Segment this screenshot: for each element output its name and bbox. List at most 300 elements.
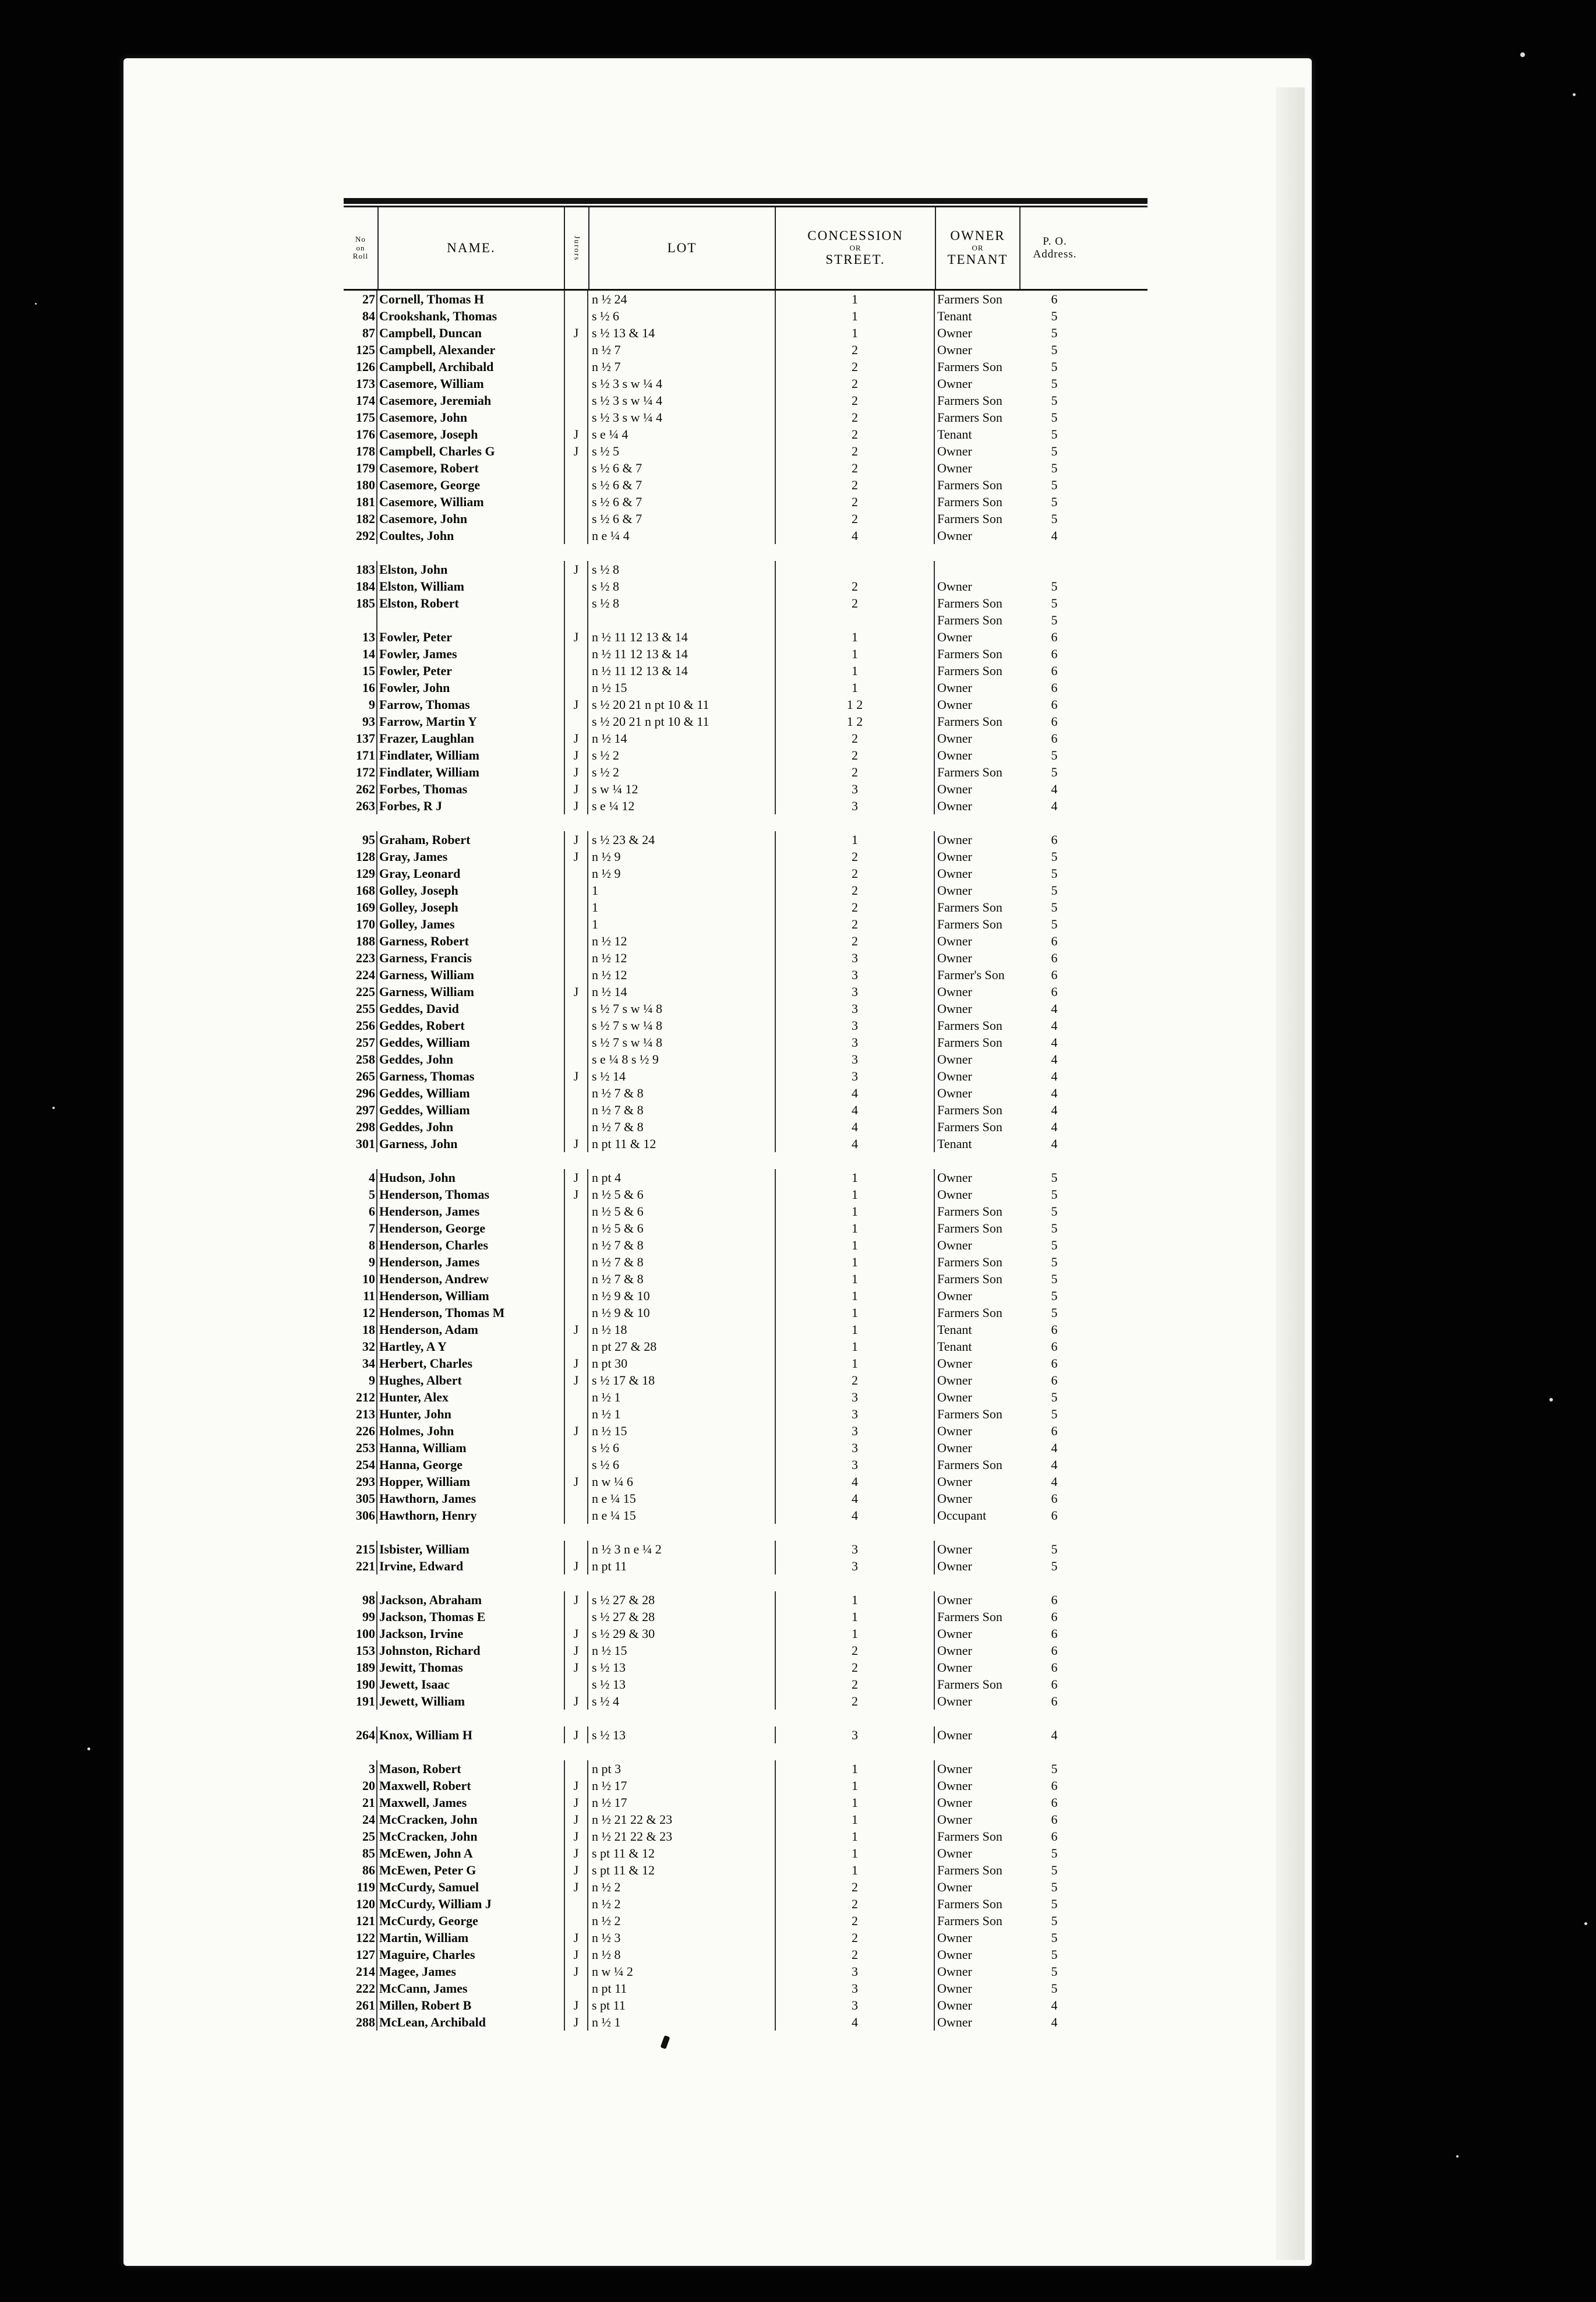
lot-description: s ½ 29 & 30 bbox=[592, 1626, 655, 1641]
po-address: 5 bbox=[1051, 511, 1058, 526]
lot-description: n ½ 9 bbox=[592, 866, 621, 881]
lot-description: s ½ 6 bbox=[592, 309, 620, 323]
concession-number: 1 bbox=[775, 1625, 935, 1642]
owner-or-tenant: Farmers Son bbox=[937, 393, 1002, 408]
owner-or-tenant: Owner bbox=[937, 680, 972, 695]
roll-number: 265 bbox=[344, 1068, 377, 1085]
table-row bbox=[344, 629, 1147, 645]
header-owner-line1: OWNER bbox=[950, 228, 1005, 243]
concession-number: 3 bbox=[775, 1422, 935, 1439]
dust-speck bbox=[52, 1107, 55, 1109]
voter-name: Forbes, Thomas bbox=[379, 782, 468, 796]
lot-description: s ½ 3 s w ¼ 4 bbox=[592, 410, 663, 425]
juror-mark: J bbox=[564, 1186, 588, 1203]
owner-or-tenant: Owner bbox=[937, 1424, 972, 1438]
concession-number: 2 bbox=[775, 764, 935, 781]
lot-description: n e ¼ 4 bbox=[592, 528, 630, 543]
table-row bbox=[344, 1051, 1147, 1068]
lot-description: n ½ 14 bbox=[592, 731, 627, 746]
table-row bbox=[344, 1254, 1147, 1270]
owner-or-tenant: Farmers Son bbox=[937, 1677, 1002, 1692]
owner-or-tenant: Owner bbox=[937, 1238, 972, 1252]
voter-name: Henderson, Thomas M bbox=[379, 1305, 505, 1320]
table-row bbox=[344, 561, 1147, 578]
juror-mark bbox=[564, 510, 588, 527]
table-row bbox=[344, 933, 1147, 949]
roll-number: 4 bbox=[344, 1169, 377, 1186]
po-address: 5 bbox=[1051, 1272, 1058, 1286]
roll-number: 12 bbox=[344, 1304, 377, 1321]
roll-number: 15 bbox=[344, 662, 377, 679]
po-address: 6 bbox=[1051, 1593, 1058, 1607]
po-address: 4 bbox=[1051, 1474, 1058, 1489]
concession-number: 3 bbox=[775, 1034, 935, 1051]
voter-name: Garness, William bbox=[379, 968, 474, 982]
juror-mark: J bbox=[564, 1068, 588, 1085]
voter-name: Garness, John bbox=[379, 1136, 458, 1151]
owner-or-tenant: Tenant bbox=[937, 427, 972, 442]
juror-mark bbox=[564, 392, 588, 409]
lot-description: s ½ 3 s w ¼ 4 bbox=[592, 393, 663, 408]
po-address: 5 bbox=[1051, 1187, 1058, 1202]
roll-number bbox=[344, 612, 377, 629]
juror-mark bbox=[564, 916, 588, 933]
voter-name: Irvine, Edward bbox=[379, 1559, 464, 1573]
concession-number: 2 bbox=[775, 460, 935, 476]
lot-description: n ½ 12 bbox=[592, 934, 627, 948]
roll-number: 224 bbox=[344, 966, 377, 983]
owner-or-tenant: Owner bbox=[937, 1390, 972, 1404]
roll-number: 175 bbox=[344, 409, 377, 426]
roll-number: 261 bbox=[344, 1997, 377, 2014]
table-row bbox=[344, 1608, 1147, 1625]
voter-name: Knox, William H bbox=[379, 1728, 472, 1742]
lot-description: n ½ 11 12 13 & 14 bbox=[592, 630, 688, 644]
owner-or-tenant: Owner bbox=[937, 343, 972, 357]
lot-description: s ½ 13 bbox=[592, 1660, 626, 1675]
juror-mark bbox=[564, 713, 588, 730]
juror-mark: J bbox=[564, 1845, 588, 1862]
header-no-on-roll bbox=[344, 207, 377, 289]
roll-number: 264 bbox=[344, 1726, 377, 1743]
owner-or-tenant: Farmers Son bbox=[937, 1035, 1002, 1050]
po-address: 4 bbox=[1051, 1120, 1058, 1134]
owner-or-tenant: Owner bbox=[937, 951, 972, 965]
voter-name: Fowler, James bbox=[379, 647, 457, 661]
table-row bbox=[344, 1017, 1147, 1034]
owner-or-tenant: Owner bbox=[937, 1086, 972, 1100]
roll-number: 253 bbox=[344, 1439, 377, 1456]
po-address: 6 bbox=[1051, 1373, 1058, 1387]
juror-mark: J bbox=[564, 1828, 588, 1845]
header-no-line3: Roll bbox=[352, 252, 369, 261]
concession-number bbox=[775, 561, 935, 578]
po-address: 4 bbox=[1051, 1035, 1058, 1050]
juror-mark bbox=[564, 933, 588, 949]
voter-name: Campbell, Duncan bbox=[379, 326, 482, 340]
po-address: 4 bbox=[1051, 1001, 1058, 1016]
roll-number: 288 bbox=[344, 2014, 377, 2031]
table-row bbox=[344, 1811, 1147, 1828]
juror-mark: J bbox=[564, 848, 588, 865]
dust-speck bbox=[35, 303, 37, 305]
po-address: 5 bbox=[1051, 343, 1058, 357]
po-address: 6 bbox=[1051, 968, 1058, 982]
table-row bbox=[344, 966, 1147, 983]
voter-name: Fowler, John bbox=[379, 680, 450, 695]
concession-number: 4 bbox=[775, 1507, 935, 1524]
table-row bbox=[344, 1777, 1147, 1794]
po-address: 5 bbox=[1051, 376, 1058, 391]
table-row bbox=[344, 409, 1147, 426]
concession-number: 1 bbox=[775, 1203, 935, 1220]
lot-description: n ½ 7 & 8 bbox=[592, 1255, 644, 1269]
roll-number: 173 bbox=[344, 375, 377, 392]
owner-or-tenant: Farmers Son bbox=[937, 1221, 1002, 1235]
table-row bbox=[344, 1169, 1147, 1186]
header-po-address bbox=[1019, 207, 1089, 289]
concession-number: 3 bbox=[775, 1051, 935, 1068]
voter-name: Henderson, George bbox=[379, 1221, 486, 1235]
roll-number: 214 bbox=[344, 1963, 377, 1980]
concession-number: 2 bbox=[775, 1659, 935, 1676]
owner-or-tenant: Owner bbox=[937, 1440, 972, 1455]
table-row bbox=[344, 510, 1147, 527]
juror-mark bbox=[564, 1490, 588, 1507]
table-row bbox=[344, 1118, 1147, 1135]
concession-number: 1 bbox=[775, 662, 935, 679]
roll-number: 14 bbox=[344, 645, 377, 662]
po-address: 5 bbox=[1051, 1897, 1058, 1911]
roll-number: 297 bbox=[344, 1101, 377, 1118]
voter-name: Hartley, A Y bbox=[379, 1339, 447, 1354]
po-address: 5 bbox=[1051, 1221, 1058, 1235]
lot-description: s pt 11 bbox=[592, 1998, 626, 2013]
owner-or-tenant: Owner bbox=[937, 984, 972, 999]
header-jurors bbox=[564, 207, 588, 289]
owner-or-tenant: Farmers Son bbox=[937, 1305, 1002, 1320]
roll-number: 293 bbox=[344, 1473, 377, 1490]
voter-name: Henderson, Andrew bbox=[379, 1272, 489, 1286]
po-address: 5 bbox=[1051, 1238, 1058, 1252]
voter-name: Johnston, Richard bbox=[379, 1643, 481, 1658]
lot-description: s ½ 13 bbox=[592, 1728, 626, 1742]
table-row bbox=[344, 764, 1147, 781]
juror-mark bbox=[564, 1203, 588, 1220]
voter-name: Jackson, Abraham bbox=[379, 1593, 482, 1607]
roll-number: 3 bbox=[344, 1760, 377, 1777]
voter-name: Graham, Robert bbox=[379, 832, 471, 847]
voter-name: Geddes, John bbox=[379, 1052, 454, 1067]
owner-or-tenant: Owner bbox=[937, 1761, 972, 1776]
juror-mark bbox=[564, 949, 588, 966]
lot-description: n ½ 21 22 & 23 bbox=[592, 1829, 673, 1844]
concession-number: 3 bbox=[775, 1017, 935, 1034]
juror-mark: J bbox=[564, 1946, 588, 1963]
concession-number: 4 bbox=[775, 1490, 935, 1507]
lot-description: s ½ 8 bbox=[592, 579, 620, 594]
voter-name: Garness, William bbox=[379, 984, 474, 999]
roll-entries bbox=[344, 291, 1147, 2031]
voter-name: Golley, Joseph bbox=[379, 883, 458, 898]
lot-description: s pt 11 & 12 bbox=[592, 1863, 655, 1877]
juror-mark bbox=[564, 1895, 588, 1912]
roll-number: 179 bbox=[344, 460, 377, 476]
lot-description: 1 bbox=[592, 900, 598, 915]
roll-number: 98 bbox=[344, 1591, 377, 1608]
owner-or-tenant: Owner bbox=[937, 1069, 972, 1083]
lot-description: n ½ 12 bbox=[592, 951, 627, 965]
owner-or-tenant: Owner bbox=[937, 461, 972, 475]
po-address: 5 bbox=[1051, 495, 1058, 509]
juror-mark: J bbox=[564, 1321, 588, 1338]
owner-or-tenant: Tenant bbox=[937, 1339, 972, 1354]
lot-description: s ½ 27 & 28 bbox=[592, 1593, 655, 1607]
header-name-label: NAME. bbox=[447, 240, 496, 255]
concession-number: 1 bbox=[775, 1254, 935, 1270]
roll-number: 100 bbox=[344, 1625, 377, 1642]
roll-number: 32 bbox=[344, 1338, 377, 1355]
concession-number: 2 bbox=[775, 443, 935, 460]
roll-number: 184 bbox=[344, 578, 377, 595]
voter-name: Casemore, Jeremiah bbox=[379, 393, 492, 408]
owner-or-tenant: Farmers Son bbox=[937, 410, 1002, 425]
lot-description: n ½ 2 bbox=[592, 1897, 621, 1911]
table-row bbox=[344, 527, 1147, 544]
owner-or-tenant: Owner bbox=[937, 1542, 972, 1556]
voter-name: Garness, Robert bbox=[379, 934, 469, 948]
roll-number: 34 bbox=[344, 1355, 377, 1372]
voter-name: Henderson, James bbox=[379, 1255, 480, 1269]
header-lot-label: LOT bbox=[667, 240, 697, 255]
voter-name: Campbell, Charles G bbox=[379, 444, 495, 458]
voter-name: Farrow, Martin Y bbox=[379, 714, 478, 729]
concession-number: 2 bbox=[775, 730, 935, 747]
juror-mark bbox=[564, 1304, 588, 1321]
roll-number: 25 bbox=[344, 1828, 377, 1845]
concession-number bbox=[775, 612, 935, 629]
roll-number: 128 bbox=[344, 848, 377, 865]
juror-mark: J bbox=[564, 983, 588, 1000]
lot-description: s ½ 14 bbox=[592, 1069, 626, 1083]
juror-mark bbox=[564, 1220, 588, 1237]
voter-name: Henderson, Thomas bbox=[379, 1187, 490, 1202]
lot-description: n ½ 15 bbox=[592, 680, 627, 695]
concession-number: 1 bbox=[775, 1608, 935, 1625]
concession-number: 3 bbox=[775, 1726, 935, 1743]
voter-name: Isbister, William bbox=[379, 1542, 469, 1556]
juror-mark bbox=[564, 1676, 588, 1693]
po-address: 5 bbox=[1051, 309, 1058, 323]
voter-name: Henderson, James bbox=[379, 1204, 480, 1219]
voter-name: Maxwell, James bbox=[379, 1795, 467, 1810]
concession-number: 1 2 bbox=[775, 713, 935, 730]
concession-number: 3 bbox=[775, 1997, 935, 2014]
lot-description: s ½ 5 bbox=[592, 444, 620, 458]
lot-description: n ½ 21 22 & 23 bbox=[592, 1812, 673, 1827]
po-address: 6 bbox=[1051, 647, 1058, 661]
owner-or-tenant: Owner bbox=[937, 1728, 972, 1742]
header-concession-line1: CONCESSION bbox=[807, 228, 903, 243]
juror-mark: J bbox=[564, 1777, 588, 1794]
voter-name: Millen, Robert B bbox=[379, 1998, 472, 2013]
lot-description: n ½ 1 bbox=[592, 1390, 621, 1404]
concession-number: 2 bbox=[775, 1895, 935, 1912]
po-address: 5 bbox=[1051, 613, 1058, 627]
table-row bbox=[344, 1828, 1147, 1845]
owner-or-tenant: Farmers Son bbox=[937, 478, 1002, 492]
juror-mark: J bbox=[564, 1422, 588, 1439]
lot-description: s ½ 20 21 n pt 10 & 11 bbox=[592, 697, 709, 712]
table-row bbox=[344, 1034, 1147, 1051]
po-address: 5 bbox=[1051, 1288, 1058, 1303]
owner-or-tenant: Owner bbox=[937, 1559, 972, 1573]
po-address: 4 bbox=[1051, 1086, 1058, 1100]
owner-or-tenant: Farmers Son bbox=[937, 495, 1002, 509]
roll-number: 222 bbox=[344, 1980, 377, 1997]
voter-name: Crookshank, Thomas bbox=[379, 309, 497, 323]
owner-or-tenant: Tenant bbox=[937, 1136, 972, 1151]
lot-description: s e ¼ 4 bbox=[592, 427, 628, 442]
juror-mark bbox=[564, 308, 588, 324]
table-row bbox=[344, 1625, 1147, 1642]
voter-name: McCurdy, Samuel bbox=[379, 1880, 479, 1894]
table-row bbox=[344, 1895, 1147, 1912]
owner-or-tenant: Owner bbox=[937, 697, 972, 712]
juror-mark bbox=[564, 865, 588, 882]
po-address: 5 bbox=[1051, 359, 1058, 374]
juror-mark bbox=[564, 1541, 588, 1558]
po-address: 4 bbox=[1051, 799, 1058, 813]
voter-name: Jewett, Isaac bbox=[379, 1677, 450, 1692]
table-row bbox=[344, 1760, 1147, 1777]
roll-number: 24 bbox=[344, 1811, 377, 1828]
juror-mark bbox=[564, 358, 588, 375]
po-address: 5 bbox=[1051, 765, 1058, 779]
juror-mark: J bbox=[564, 781, 588, 797]
roll-number: 5 bbox=[344, 1186, 377, 1203]
table-row bbox=[344, 392, 1147, 409]
concession-number: 2 bbox=[775, 510, 935, 527]
lot-description: n ½ 11 12 13 & 14 bbox=[592, 647, 688, 661]
owner-or-tenant: Owner bbox=[937, 1288, 972, 1303]
table-row bbox=[344, 1220, 1147, 1237]
table-row bbox=[344, 1355, 1147, 1372]
table-row bbox=[344, 983, 1147, 1000]
po-address: 4 bbox=[1051, 1069, 1058, 1083]
lot-description: s ½ 13 bbox=[592, 1677, 626, 1692]
voter-name: Coultes, John bbox=[379, 528, 454, 543]
header-owner-tenant bbox=[935, 207, 1019, 289]
concession-number: 4 bbox=[775, 527, 935, 544]
po-address: 5 bbox=[1051, 1559, 1058, 1573]
header-jurors-label: Jurors bbox=[573, 235, 582, 261]
lot-description: n ½ 7 & 8 bbox=[592, 1103, 644, 1117]
voter-name: Garness, Thomas bbox=[379, 1069, 475, 1083]
concession-number: 1 bbox=[775, 1591, 935, 1608]
concession-number: 2 bbox=[775, 375, 935, 392]
roll-number: 122 bbox=[344, 1929, 377, 1946]
owner-or-tenant: Farmers Son bbox=[937, 1863, 1002, 1877]
table-row bbox=[344, 1845, 1147, 1862]
concession-number: 1 bbox=[775, 1828, 935, 1845]
juror-mark bbox=[564, 1456, 588, 1473]
owner-or-tenant: Owner bbox=[937, 630, 972, 644]
lot-description: n ½ 12 bbox=[592, 968, 627, 982]
roll-number: 296 bbox=[344, 1085, 377, 1101]
voter-name: Jackson, Irvine bbox=[379, 1626, 464, 1641]
lot-description: s ½ 27 & 28 bbox=[592, 1609, 655, 1624]
voter-name: Hudson, John bbox=[379, 1170, 456, 1185]
table-row bbox=[344, 426, 1147, 443]
roll-number: 182 bbox=[344, 510, 377, 527]
juror-mark: J bbox=[564, 561, 588, 578]
table-row bbox=[344, 578, 1147, 595]
table-row bbox=[344, 1929, 1147, 1946]
table-row bbox=[344, 1473, 1147, 1490]
roll-number: 191 bbox=[344, 1693, 377, 1710]
concession-number: 3 bbox=[775, 949, 935, 966]
po-address: 5 bbox=[1051, 1863, 1058, 1877]
juror-mark bbox=[564, 409, 588, 426]
voter-name: Casemore, John bbox=[379, 410, 468, 425]
concession-number: 1 bbox=[775, 1321, 935, 1338]
voter-name: Geddes, William bbox=[379, 1035, 470, 1050]
concession-number: 3 bbox=[775, 983, 935, 1000]
po-address: 5 bbox=[1051, 1964, 1058, 1979]
dust-speck bbox=[1520, 52, 1525, 57]
roll-number: 190 bbox=[344, 1676, 377, 1693]
lot-description: s ½ 7 s w ¼ 8 bbox=[592, 1001, 663, 1016]
owner-or-tenant: Owner bbox=[937, 1626, 972, 1641]
roll-number: 120 bbox=[344, 1895, 377, 1912]
roll-number: 176 bbox=[344, 426, 377, 443]
roll-number: 11 bbox=[344, 1287, 377, 1304]
roll-number: 181 bbox=[344, 493, 377, 510]
table-row bbox=[344, 781, 1147, 797]
owner-or-tenant: Owner bbox=[937, 1880, 972, 1894]
po-address: 5 bbox=[1051, 1913, 1058, 1928]
table-row bbox=[344, 696, 1147, 713]
lot-description: n pt 3 bbox=[592, 1761, 622, 1776]
owner-or-tenant: Farmers Son bbox=[937, 1829, 1002, 1844]
roll-number: 127 bbox=[344, 1946, 377, 1963]
juror-mark: J bbox=[564, 629, 588, 645]
table-row bbox=[344, 1507, 1147, 1524]
concession-number: 4 bbox=[775, 1101, 935, 1118]
juror-mark bbox=[564, 527, 588, 544]
voter-name: Frazer, Laughlan bbox=[379, 731, 474, 746]
juror-mark bbox=[564, 476, 588, 493]
po-address: 4 bbox=[1051, 528, 1058, 543]
owner-or-tenant: Farmers Son bbox=[937, 1120, 1002, 1134]
lot-description: n ½ 9 & 10 bbox=[592, 1288, 650, 1303]
po-address: 6 bbox=[1051, 697, 1058, 712]
po-address: 6 bbox=[1051, 680, 1058, 695]
po-address: 6 bbox=[1051, 1356, 1058, 1371]
roll-number: 174 bbox=[344, 392, 377, 409]
table-row bbox=[344, 291, 1147, 308]
concession-number: 2 bbox=[775, 1693, 935, 1710]
table-row bbox=[344, 1997, 1147, 2014]
concession-number: 3 bbox=[775, 1963, 935, 1980]
table-row bbox=[344, 882, 1147, 899]
table-row bbox=[344, 375, 1147, 392]
lot-description: n ½ 5 & 6 bbox=[592, 1187, 644, 1202]
juror-mark: J bbox=[564, 1558, 588, 1574]
table-row bbox=[344, 1237, 1147, 1254]
roll-number: 129 bbox=[344, 865, 377, 882]
